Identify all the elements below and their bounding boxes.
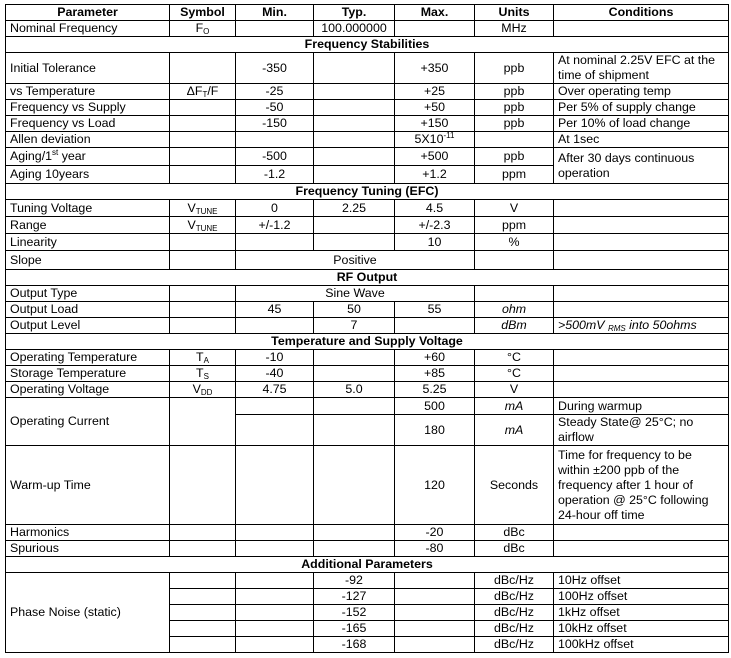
typ-cell (314, 116, 395, 132)
cond-cell: Steady State@ 25°C; no airflow (554, 415, 729, 446)
typ-cell: 5.0 (314, 382, 395, 398)
cond-cell-aging: After 30 days continuous operation (554, 148, 729, 184)
typ-cell (314, 148, 395, 166)
min-cell: -500 (236, 148, 314, 166)
cond-cell: Time for frequency to be within ±200 ppb of the frequency after 1 hour of operation @ 25°C following 24-hour off time (554, 446, 729, 525)
min-cell (236, 398, 314, 415)
symbol-cell (170, 217, 236, 234)
cond-suffix: into 50ohms (625, 318, 697, 332)
cond-cell (554, 200, 729, 217)
typ-cell (314, 541, 395, 557)
min-cell: 4.75 (236, 382, 314, 398)
max-cell: +350 (395, 53, 475, 84)
typ-cell: -152 (314, 605, 395, 621)
param-cell: vs Temperature (6, 84, 170, 100)
cond-cell: 10kHz offset (554, 621, 729, 637)
param-cell: Output Type (6, 286, 170, 302)
min-cell (236, 573, 314, 589)
row-operating-current-warmup (6, 398, 729, 415)
max-cell (395, 589, 475, 605)
units-cell: ppb (475, 116, 554, 132)
units-cell: dBc/Hz (475, 589, 554, 605)
max-cell: -20 (395, 525, 475, 541)
max-cell (395, 132, 475, 148)
max-cell: +60 (395, 350, 475, 366)
units-cell: ppb (475, 100, 554, 116)
param-cell: Operating Voltage (6, 382, 170, 398)
typ-cell: -92 (314, 573, 395, 589)
row-phase-noise-10hz (6, 573, 729, 589)
min-cell (236, 637, 314, 653)
param-cell: Initial Tolerance (6, 53, 170, 84)
section-title: RF Output (6, 270, 729, 286)
max-cell: +85 (395, 366, 475, 382)
symbol-cell (170, 525, 236, 541)
param-cell: Warm-up Time (6, 446, 170, 525)
row-output-type (6, 286, 729, 302)
max-cell: +/-2.3 (395, 217, 475, 234)
cond-cell (554, 251, 729, 270)
min-cell: -10 (236, 350, 314, 366)
section-title: Temperature and Supply Voltage (6, 334, 729, 350)
spec-table (5, 4, 729, 653)
section-title: Additional Parameters (6, 557, 729, 573)
symbol-sub: TUNE (195, 223, 218, 233)
typ-cell (314, 166, 395, 184)
section-row-temperature-supply (6, 334, 729, 350)
param-cell: Spurious (6, 541, 170, 557)
symbol-cell (170, 53, 236, 84)
units-cell: dBc (475, 525, 554, 541)
max-cell: 5.25 (395, 382, 475, 398)
symbol-cell (170, 302, 236, 318)
max-cell: 500 (395, 398, 475, 415)
param-cell: Tuning Voltage (6, 200, 170, 217)
param-cell: Allen deviation (6, 132, 170, 148)
units-cell: dBc/Hz (475, 573, 554, 589)
symbol-sub: S (203, 372, 209, 381)
min-cell (236, 318, 314, 334)
min-cell (236, 541, 314, 557)
typ-cell (314, 234, 395, 251)
cond-cell: At 1sec (554, 132, 729, 148)
cond-cell: Per 5% of supply change (554, 100, 729, 116)
symbol-cell (170, 589, 236, 605)
max-cell: +50 (395, 100, 475, 116)
row-nominal-frequency (6, 21, 729, 37)
units-cell: MHz (475, 21, 554, 37)
units-cell: °C (475, 350, 554, 366)
units-cell (475, 251, 554, 270)
symbol-suffix: /F (207, 84, 219, 98)
row-spurious (6, 541, 729, 557)
typ-cell (314, 525, 395, 541)
section-row-rf-output (6, 270, 729, 286)
max-cell (395, 573, 475, 589)
cond-cell (554, 350, 729, 366)
units-cell: °C (475, 366, 554, 382)
row-warm-up-time (6, 446, 729, 525)
max-exponent: -11 (443, 131, 455, 140)
max-cell: +500 (395, 148, 475, 166)
max-cell: 120 (395, 446, 475, 525)
header-conditions: Conditions (554, 5, 729, 21)
units-cell: dBm (475, 318, 554, 334)
symbol-cell (170, 116, 236, 132)
symbol-cell (170, 234, 236, 251)
symbol-cell (170, 350, 236, 366)
section-row-additional (6, 557, 729, 573)
symbol-cell (170, 382, 236, 398)
row-linearity (6, 234, 729, 251)
typ-cell (314, 132, 395, 148)
row-storage-temperature (6, 366, 729, 382)
units-cell (475, 132, 554, 148)
param-cell: Nominal Frequency (6, 21, 170, 37)
cond-cell: At nominal 2.25V EFC at the time of shipment (554, 53, 729, 84)
section-title: Frequency Tuning (EFC) (6, 184, 729, 200)
max-cell (395, 637, 475, 653)
symbol-cell (170, 637, 236, 653)
cond-cell (554, 382, 729, 398)
min-cell: 0 (236, 200, 314, 217)
min-cell (236, 621, 314, 637)
cond-cell: 1kHz offset (554, 605, 729, 621)
typ-cell: Positive (236, 251, 475, 270)
typ-cell (314, 217, 395, 234)
symbol-sub: A (203, 356, 209, 365)
typ-cell (314, 366, 395, 382)
units-cell: ppb (475, 53, 554, 84)
min-cell: -150 (236, 116, 314, 132)
param-text: Aging/1 (10, 149, 53, 163)
min-cell (236, 21, 314, 37)
param-cell: Slope (6, 251, 170, 270)
max-cell: 10 (395, 234, 475, 251)
symbol-cell (170, 605, 236, 621)
symbol-cell (170, 251, 236, 270)
row-operating-temperature (6, 350, 729, 366)
param-cell: Harmonics (6, 525, 170, 541)
symbol-cell (170, 286, 236, 302)
units-cell: dBc/Hz (475, 637, 554, 653)
typ-cell: 2.25 (314, 200, 395, 217)
row-output-level (6, 318, 729, 334)
row-frequency-vs-supply (6, 100, 729, 116)
symbol-cell (170, 621, 236, 637)
min-cell (236, 589, 314, 605)
cond-cell (554, 541, 729, 557)
max-base: 5X10 (414, 132, 444, 146)
param-cell: Storage Temperature (6, 366, 170, 382)
typ-cell (314, 446, 395, 525)
header-typ: Typ. (314, 5, 395, 21)
cond-cell (554, 318, 729, 334)
typ-cell: 50 (314, 302, 395, 318)
min-cell: -40 (236, 366, 314, 382)
param-cell (6, 148, 170, 166)
typ-cell: 7 (314, 318, 395, 334)
header-min: Min. (236, 5, 314, 21)
min-cell: -50 (236, 100, 314, 116)
symbol-cell (170, 318, 236, 334)
typ-cell: -168 (314, 637, 395, 653)
row-tuning-voltage (6, 200, 729, 217)
param-cell: Output Level (6, 318, 170, 334)
max-cell: 180 (395, 415, 475, 446)
header-row (6, 5, 729, 21)
min-cell (236, 415, 314, 446)
section-title: Frequency Stabilities (6, 37, 729, 53)
symbol-cell (170, 100, 236, 116)
cond-cell (554, 302, 729, 318)
max-cell: +1.2 (395, 166, 475, 184)
row-allen-deviation (6, 132, 729, 148)
symbol-main: V (187, 217, 196, 232)
cond-cell: Per 10% of load change (554, 116, 729, 132)
symbol-main: T (196, 350, 204, 364)
min-cell: -25 (236, 84, 314, 100)
units-cell: ppb (475, 84, 554, 100)
min-cell: +/-1.2 (236, 217, 314, 234)
row-frequency-vs-load (6, 116, 729, 132)
typ-cell (314, 100, 395, 116)
cond-text: >500mV (558, 318, 608, 332)
row-initial-tolerance (6, 53, 729, 84)
param-cell: Phase Noise (static) (6, 573, 170, 653)
symbol-cell (170, 148, 236, 166)
typ-cell (314, 53, 395, 84)
typ-cell: 100.000000 (314, 21, 395, 37)
symbol-sub: TUNE (195, 206, 218, 216)
cond-cell: During warmup (554, 398, 729, 415)
typ-cell: Sine Wave (236, 286, 475, 302)
units-cell: dBc/Hz (475, 621, 554, 637)
header-symbol: Symbol (170, 5, 236, 21)
typ-cell: -127 (314, 589, 395, 605)
units-cell: ppm (475, 217, 554, 234)
symbol-cell (170, 84, 236, 100)
header-max: Max. (395, 5, 475, 21)
cond-subscript: RMS (607, 324, 626, 333)
header-units: Units (475, 5, 554, 21)
symbol-cell (170, 398, 236, 446)
typ-cell (314, 84, 395, 100)
section-row-tuning (6, 184, 729, 200)
max-cell (395, 21, 475, 37)
units-cell: ppb (475, 148, 554, 166)
min-cell (236, 446, 314, 525)
param-cell: Frequency vs Load (6, 116, 170, 132)
units-cell: dBc (475, 541, 554, 557)
max-cell: +25 (395, 84, 475, 100)
cond-cell (554, 217, 729, 234)
param-suffix: year (58, 149, 86, 163)
row-vs-temperature (6, 84, 729, 100)
row-aging-1st-year (6, 148, 729, 166)
param-cell: Output Load (6, 302, 170, 318)
units-cell: ppm (475, 166, 554, 184)
cond-cell (554, 234, 729, 251)
symbol-main: T (196, 366, 204, 380)
symbol-cell (170, 573, 236, 589)
typ-cell (314, 350, 395, 366)
symbol-cell (170, 132, 236, 148)
symbol-sub: DD (200, 388, 213, 397)
param-superscript: st (52, 148, 59, 157)
units-cell: mA (475, 415, 554, 446)
symbol-cell (170, 541, 236, 557)
cond-cell (554, 21, 729, 37)
symbol-main: V (187, 200, 196, 215)
max-cell: -80 (395, 541, 475, 557)
max-cell: 4.5 (395, 200, 475, 217)
min-cell: -1.2 (236, 166, 314, 184)
param-cell: Frequency vs Supply (6, 100, 170, 116)
max-cell (395, 605, 475, 621)
cond-cell: Over operating temp (554, 84, 729, 100)
row-output-load (6, 302, 729, 318)
units-cell: mA (475, 398, 554, 415)
section-row-stabilities (6, 37, 729, 53)
units-cell: % (475, 234, 554, 251)
symbol-sub: O (203, 27, 210, 36)
row-operating-voltage (6, 382, 729, 398)
max-cell (395, 318, 475, 334)
cond-cell (554, 366, 729, 382)
param-cell: Operating Current (6, 398, 170, 446)
max-cell: +150 (395, 116, 475, 132)
units-cell: ohm (475, 302, 554, 318)
symbol-cell (170, 446, 236, 525)
typ-cell (314, 415, 395, 446)
row-harmonics (6, 525, 729, 541)
row-slope (6, 251, 729, 270)
units-cell: V (475, 382, 554, 398)
param-cell: Operating Temperature (6, 350, 170, 366)
typ-cell: -165 (314, 621, 395, 637)
min-cell (236, 234, 314, 251)
typ-cell (314, 398, 395, 415)
cond-cell (554, 525, 729, 541)
max-cell: 55 (395, 302, 475, 318)
units-cell: dBc/Hz (475, 605, 554, 621)
param-cell: Linearity (6, 234, 170, 251)
min-cell: -350 (236, 53, 314, 84)
param-cell: Aging 10years (6, 166, 170, 184)
param-cell: Range (6, 217, 170, 234)
min-cell (236, 525, 314, 541)
units-cell: Seconds (475, 446, 554, 525)
row-range (6, 217, 729, 234)
symbol-main: F (195, 21, 204, 35)
symbol-cell (170, 166, 236, 184)
cond-cell: 100Hz offset (554, 589, 729, 605)
cond-cell: 10Hz offset (554, 573, 729, 589)
symbol-cell (170, 200, 236, 217)
symbol-sub: T (202, 90, 208, 99)
cond-cell (554, 286, 729, 302)
units-cell (475, 286, 554, 302)
symbol-main: ΔF (186, 84, 203, 98)
cond-cell: 100kHz offset (554, 637, 729, 653)
symbol-cell (170, 21, 236, 37)
header-parameter: Parameter (6, 5, 170, 21)
units-cell: V (475, 200, 554, 217)
min-cell: 45 (236, 302, 314, 318)
symbol-main: V (192, 382, 201, 396)
max-cell (395, 621, 475, 637)
min-cell (236, 605, 314, 621)
min-cell (236, 132, 314, 148)
symbol-cell (170, 366, 236, 382)
